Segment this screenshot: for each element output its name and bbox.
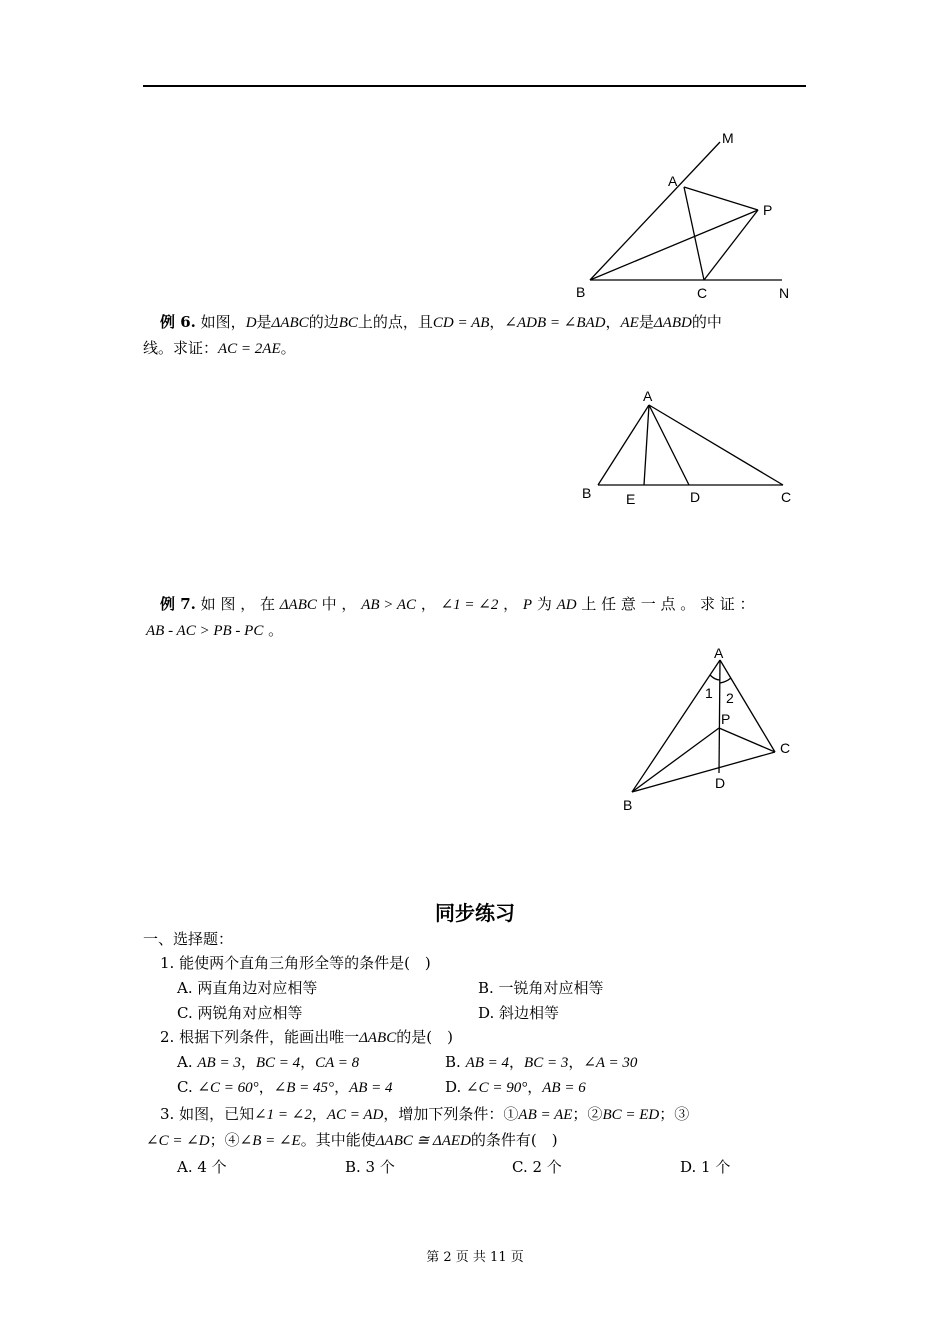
part1-heading: 一、选择题： [143,930,234,948]
label-P: P [763,202,773,218]
math-expression: ΔABC [359,1030,397,1046]
header-rule [143,85,806,87]
segment-P-C [719,728,775,752]
q1-option-b: B. 一锐角对应相等 [478,979,604,997]
q1-stem: 1. 能使两个直角三角形全等的条件是( ) [160,954,431,972]
text-run: ， [605,313,621,331]
text-run: 的条件有( ) [470,1131,558,1149]
q3-option-d: D. 1 个 [680,1158,731,1176]
q2-option-a [177,1052,359,1073]
text-run: D. [445,1078,467,1096]
segment-A-B [632,660,720,792]
text-run: 是 [256,313,272,331]
math-expression: BC = ED [602,1107,660,1123]
text-run: 。其中能使 [300,1131,376,1149]
label-M: M [722,130,734,146]
example6-line1 [160,312,722,333]
text-run: 。 [263,621,284,639]
q2-option-d [445,1077,586,1098]
math-expression: ∠B = ∠E [239,1133,301,1149]
math-expression: ΔABC ≅ ΔAED [375,1133,471,1149]
text-run: ；④ [209,1131,240,1149]
label-D: D [715,775,726,791]
math-expression: ∠A = 30 [583,1055,638,1071]
label-A: A [668,173,678,189]
math-expression: ΔABC [271,315,309,331]
text-run: B. [445,1053,466,1071]
q3-option-a: A. 4 个 [177,1158,227,1176]
math-expression: AB = 4 [349,1080,393,1096]
text-run: ， [527,1078,543,1096]
example7-line2 [146,620,283,641]
figure-1 [560,120,810,310]
math-expression: AE [620,315,639,331]
section-title: 同步练习 [435,901,515,925]
text-run: 线。求证： [143,339,219,357]
text-run: 上的点，且 [357,313,433,331]
segment-B-P [590,210,758,280]
text-run: 。 [280,339,296,357]
math-expression: BC = 3 [524,1055,569,1071]
label-2: 2 [726,690,734,706]
math-expression: AB - AC > PB - PC [146,623,264,639]
label-P: P [721,711,731,727]
text-run: ，增加下列条件：① [383,1105,519,1123]
math-expression: AB = 3 [197,1055,241,1071]
math-expression: D [245,315,257,331]
figure-3 [615,640,805,820]
angle-arc-1 [710,675,720,680]
text-run: 的边 [308,313,339,331]
text-run: ；③ [659,1105,690,1123]
q2-stem [160,1027,453,1048]
q3-line2 [146,1130,558,1151]
text-run: ， [416,595,441,613]
segment-P-B [632,728,719,792]
figure-2 [575,385,805,515]
math-expression: ∠ADB = ∠BAD [504,315,606,331]
segment-B-M [590,142,720,280]
math-expression: AB = 4 [465,1055,510,1071]
math-expression: CA = 8 [315,1055,360,1071]
text-run: ， [334,1078,350,1096]
q3-line1 [160,1104,689,1125]
text-run: 是 [638,313,654,331]
example6-line1-runs [201,313,722,331]
label-E: E [626,491,636,507]
label-B: B [623,797,633,813]
segment-P-C [704,210,758,280]
segment-A-B [598,405,649,485]
math-expression: AB > AC [361,597,417,613]
text-run: ， [498,595,523,613]
math-expression: ∠C = 60° [197,1080,259,1096]
math-expression: AC = 2AE [218,341,281,357]
angle-arc-2 [720,678,731,683]
text-run: 上 任 意 一 点 。 求 证 ： [576,595,755,613]
math-expression: AC = AD [326,1107,384,1123]
segment-B-C [632,752,775,792]
text-run: ， [509,1053,525,1071]
text-run: ， [300,1053,316,1071]
q1-option-a: A. 两直角边对应相等 [177,979,318,997]
q3-option-c: C. 2 个 [512,1158,562,1176]
math-expression: ΔABD [653,315,692,331]
text-run: 3. 如图，已知 [160,1105,255,1123]
label-1: 1 [705,685,713,701]
text-run: C. [177,1078,198,1096]
text-run: ， [489,313,505,331]
math-expression: BC = 4 [255,1055,301,1071]
label-C: C [780,740,791,756]
text-run: ， [311,1105,327,1123]
q1-option-d: D. 斜边相等 [478,1004,560,1022]
segment-A-C [720,660,775,752]
segment-A-P [684,187,758,210]
label-D: D [690,489,701,505]
q2-option-c [177,1077,393,1098]
math-expression: ∠B = 45° [273,1080,335,1096]
text-run: ， [258,1078,274,1096]
math-expression: AD [556,597,577,613]
text-run: 的是( ) [396,1028,453,1046]
math-expression: ∠C = 90° [466,1080,528,1096]
math-expression: P [522,597,533,613]
label-B: B [576,284,586,300]
label-A: A [643,388,653,404]
example7-line1 [160,594,755,615]
math-expression: AB = 6 [542,1080,586,1096]
text-run: 的中 [691,313,722,331]
math-expression: CD = AB [432,315,490,331]
math-expression: AB = AE [518,1107,573,1123]
text-run: 如 图 ， 在 [200,595,280,613]
q1-option-c: C. 两锐角对应相等 [177,1004,303,1022]
text-run: ；② [572,1105,603,1123]
math-expression: ∠1 = ∠2 [440,597,499,613]
segment-A-E [644,405,649,485]
text-run: 为 [532,595,557,613]
math-expression: BC [338,315,358,331]
math-expression: ∠C = ∠D [146,1133,210,1149]
label-N: N [779,285,790,301]
example7-label: 例 7. [160,595,196,613]
math-expression: ∠1 = ∠2 [254,1107,312,1123]
label-A: A [714,645,724,661]
text-run: ， [568,1053,584,1071]
q2-option-b [445,1052,637,1073]
segment-A-D [719,660,720,773]
page-footer: 第 2 页 共 11 页 [426,1250,524,1265]
example7-line1-runs [201,595,755,613]
text-run: 中 ， [316,595,362,613]
q3-option-b: B. 3 个 [345,1158,395,1176]
text-run: 2. 根据下列条件，能画出唯一 [160,1028,360,1046]
text-run: ， [240,1053,256,1071]
label-C: C [697,285,708,301]
math-expression: ΔABC [279,597,317,613]
text-run: 如图， [200,313,246,331]
label-B: B [582,485,592,501]
example6-line2 [143,338,296,359]
text-run: A. [177,1053,198,1071]
label-C: C [781,489,792,505]
example6-label: 例 6. [160,313,196,331]
